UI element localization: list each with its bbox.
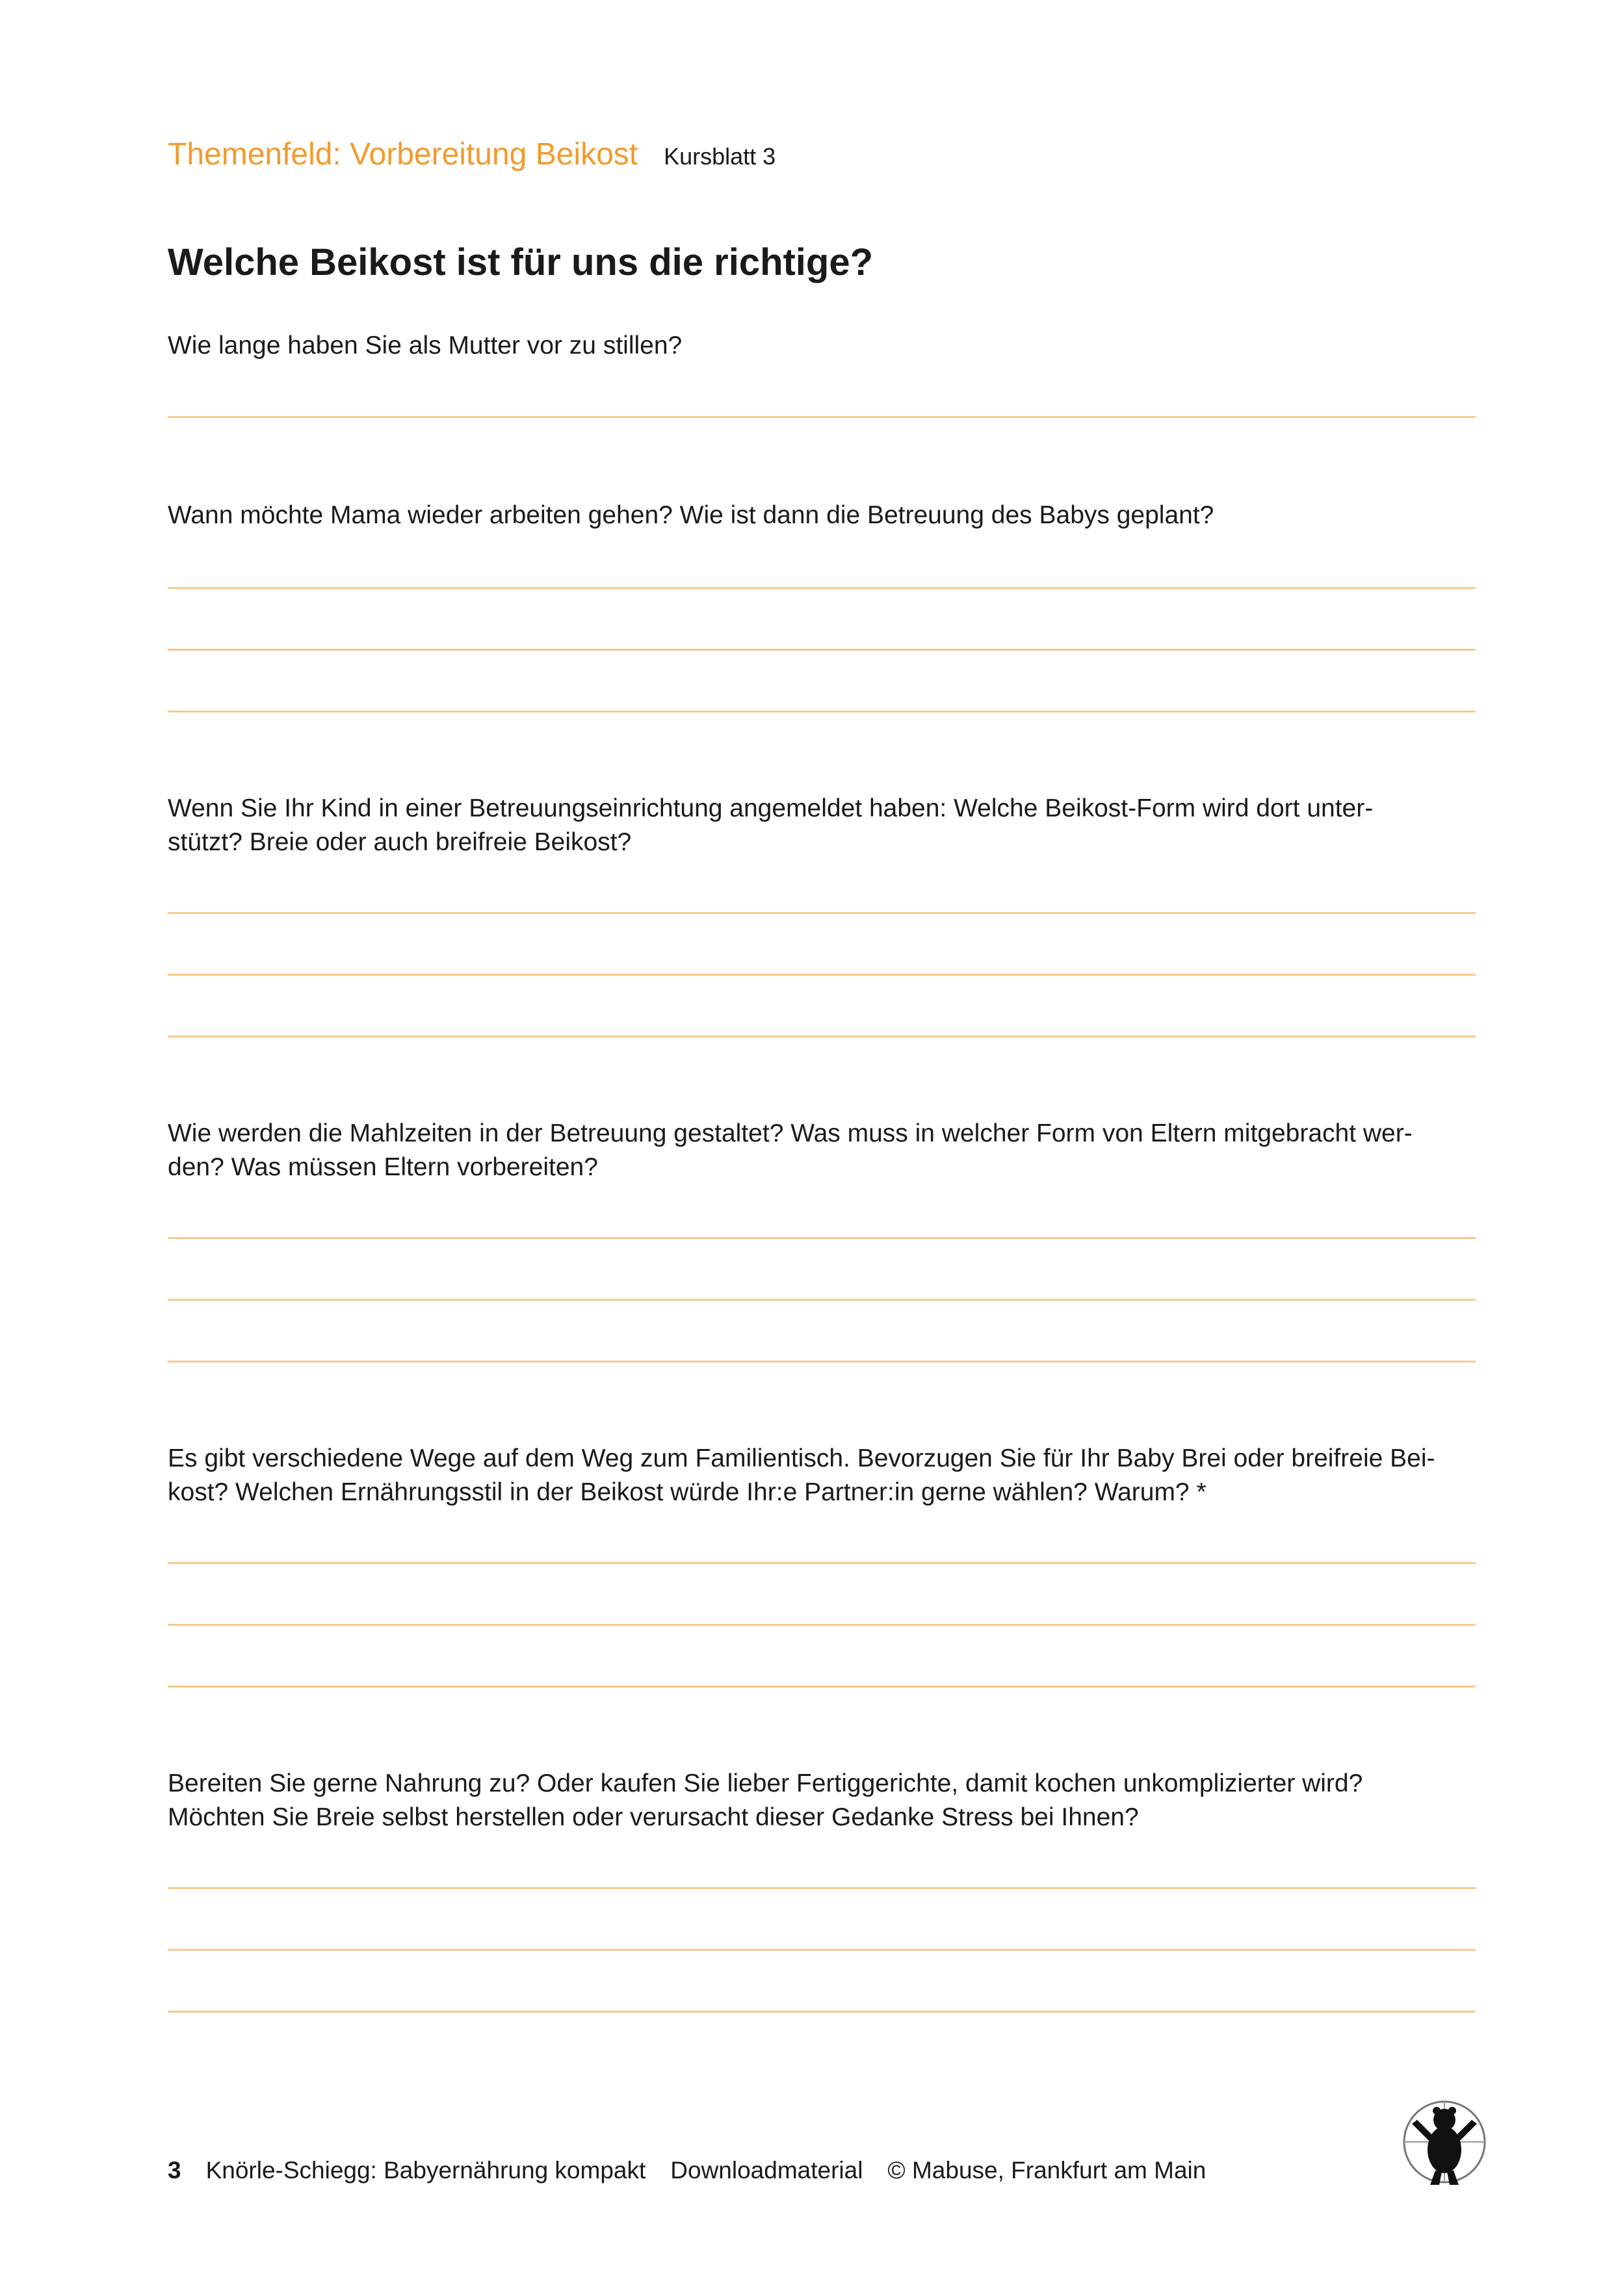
question-text: Wenn Sie Ihr Kind in einer Betreuungseinrichtung angemeldet haben: Welche Beikost-Form wird dort unter- <box>168 794 1374 822</box>
question-text: Bereiten Sie gerne Nahrung zu? Oder kaufen Sie lieber Fertiggerichte, damit kochen unkomplizierter wird? <box>168 1769 1363 1797</box>
question-text: Wie lange haben Sie als Mutter vor zu stillen? <box>168 332 683 359</box>
answer-line[interactable] <box>168 1237 1476 1239</box>
question-text-cont: Möchten Sie Breie selbst herstellen oder verursacht dieser Gedanke Stress bei Ihnen? <box>168 1803 1139 1831</box>
answer-line[interactable] <box>168 1686 1476 1688</box>
question-text-cont: stützt? Breie oder auch breifreie Beikost? <box>168 828 632 856</box>
header <box>168 137 776 172</box>
question-1 <box>168 329 1468 363</box>
publisher-logo-icon <box>1398 2090 1489 2187</box>
answer-line[interactable] <box>168 912 1476 914</box>
page-title: Welche Beikost ist für uns die richtige? <box>168 241 874 283</box>
material-label: Downloadmaterial <box>670 2157 863 2184</box>
answer-line[interactable] <box>168 1361 1476 1363</box>
question-2 <box>168 499 1468 532</box>
question-text-cont: kost? Welchen Ernährungsstil in der Beikost würde Ihr:e Partner:in gerne wählen? Warum? * <box>168 1478 1207 1506</box>
answer-line[interactable] <box>168 587 1476 589</box>
question-4 <box>168 1117 1468 1184</box>
question-5 <box>168 1442 1468 1509</box>
answer-line[interactable] <box>168 649 1476 651</box>
answer-line[interactable] <box>168 2011 1476 2013</box>
question-text: Es gibt verschiedene Wege auf dem Weg zum Familientisch. Bevorzugen Sie für Ihr Baby Brei oder breifreie Bei- <box>168 1444 1435 1472</box>
answer-line[interactable] <box>168 1299 1476 1301</box>
answer-line[interactable] <box>168 416 1476 418</box>
answer-line[interactable] <box>168 1887 1476 1889</box>
sheet-label: Kursblatt 3 <box>664 143 776 170</box>
question-3 <box>168 792 1468 859</box>
question-text-cont: den? Was müssen Eltern vorbereiten? <box>168 1153 598 1181</box>
answer-line[interactable] <box>168 1949 1476 1951</box>
footer <box>168 2157 1206 2184</box>
answer-line[interactable] <box>168 1036 1476 1037</box>
answer-line[interactable] <box>168 974 1476 976</box>
answer-line[interactable] <box>168 1562 1476 1564</box>
book-title: Knörle-Schiegg: Babyernährung kompakt <box>205 2157 646 2184</box>
question-text: Wie werden die Mahlzeiten in der Betreuung gestaltet? Was muss in welcher Form von Eltern mitgebracht wer- <box>168 1119 1413 1147</box>
answer-line[interactable] <box>168 711 1476 712</box>
question-text: Wann möchte Mama wieder arbeiten gehen? Wie ist dann die Betreuung des Babys geplant? <box>168 501 1214 529</box>
question-6 <box>168 1767 1468 1834</box>
topic-heading: Themenfeld: Vorbereitung Beikost <box>168 137 638 172</box>
answer-line[interactable] <box>168 1624 1476 1626</box>
page-number: 3 <box>168 2157 181 2184</box>
publisher: © Mabuse, Frankfurt am Main <box>887 2157 1207 2184</box>
